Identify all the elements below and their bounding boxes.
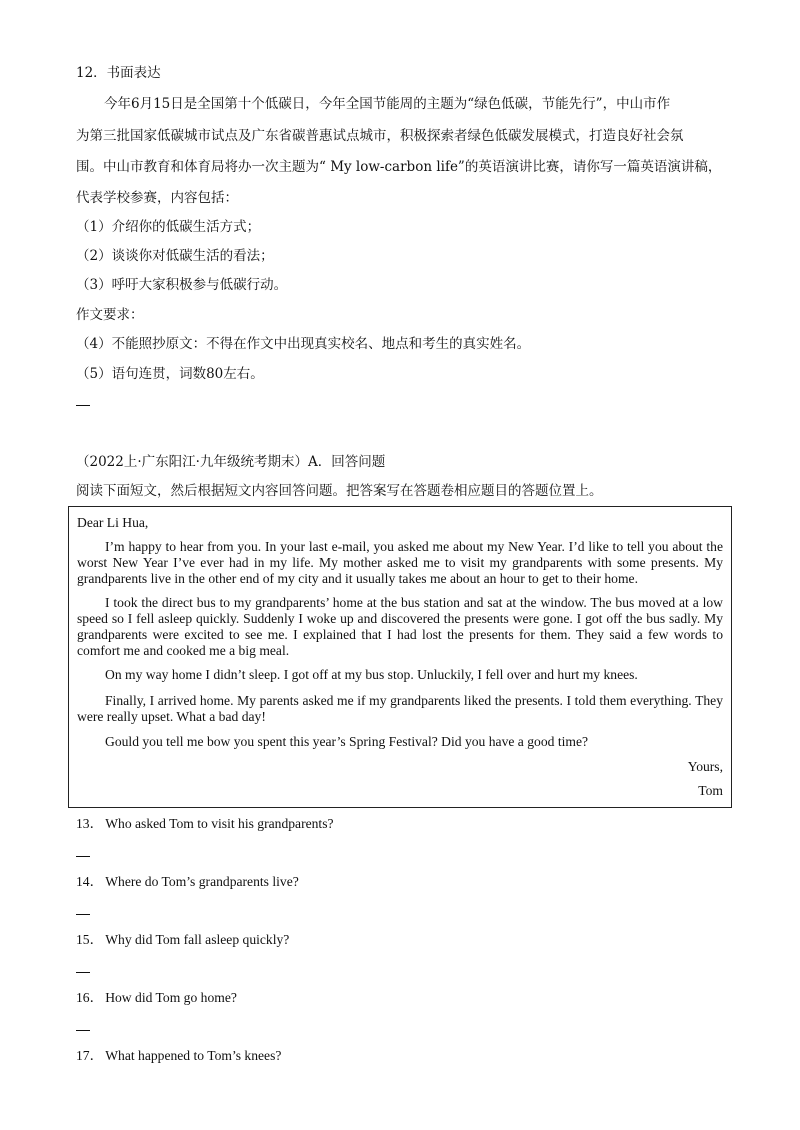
- reading-source: （2022上·广东阳江·九年级统考期末）A．回答问题: [76, 454, 386, 470]
- letter-greeting: Dear Li Hua,: [77, 515, 149, 530]
- question-text: How did Tom go home?: [105, 990, 237, 1005]
- question-number: 13．: [76, 816, 104, 831]
- question-text: Who asked Tom to visit his grandparents?: [105, 816, 334, 831]
- letter-signature: Tom: [698, 783, 723, 798]
- answer-blank[interactable]: [76, 914, 90, 915]
- content-item-3: （3）呼吁大家积极参与低碳行动。: [76, 277, 288, 293]
- content-item-2: （2）谈谈你对低碳生活的看法；: [76, 248, 274, 264]
- question-12-heading: 12．书面表达: [76, 65, 161, 81]
- question-number: 14．: [76, 874, 104, 889]
- letter-paragraph-5: Gould you tell me bow you spent this year’s Spring Festival? Did you have a good time?: [105, 734, 589, 749]
- letter-paragraph-4: Finally, I arrived home. My parents asked me if my grandparents liked the presents. I told them everything. They were really upset. What a bad day!: [77, 693, 723, 724]
- question-text: What happened to Tom’s knees?: [105, 1048, 282, 1063]
- letter-closing: Yours,: [687, 759, 723, 774]
- answer-blank[interactable]: [76, 405, 90, 406]
- letter-paragraph-3: On my way home I didn’t sleep. I got off at my bus stop. Unluckily, I fell over and hurt my knees.: [105, 667, 638, 682]
- requirement-item-5: （5）语句连贯，词数80左右。: [76, 366, 264, 382]
- prompt-paragraph-line-4: 代表学校参赛，内容包括：: [76, 190, 238, 206]
- question-15: [76, 931, 289, 949]
- question-13: [76, 815, 334, 833]
- question-number: 17．: [76, 1048, 104, 1063]
- question-number: 16．: [76, 990, 104, 1005]
- letter-box: [68, 506, 732, 808]
- reading-instruction: 阅读下面短文，然后根据短文内容回答问题。把答案写在答题卷相应题目的答题位置上。: [76, 483, 603, 499]
- answer-blank[interactable]: [76, 972, 90, 973]
- prompt-paragraph-line-1: 今年6月15日是全国第十个低碳日，今年全国节能周的主题为“绿色低碳，节能先行”，中山市作: [104, 96, 671, 112]
- requirement-item-4: （4）不能照抄原文：不得在作文中出现真实校名、地点和考生的真实姓名。: [76, 336, 531, 352]
- question-number: 15．: [76, 932, 104, 947]
- letter-paragraph-2: I took the direct bus to my grandparents’ home at the bus station and sat at the window. The bus moved at a low speed so I fell asleep quickly. Suddenly I woke up and discovered the presents were gone. I got off the bus sadly. My grandparents were excited to see me. I explained that I had lost the presents for them. They said a few words to comfort me and cooked me a big meal.: [77, 595, 723, 658]
- content-item-1: （1）介绍你的低碳生活方式；: [76, 219, 261, 235]
- question-14: [76, 873, 299, 891]
- answer-blank[interactable]: [76, 1030, 90, 1031]
- prompt-paragraph-line-3: 围。中山市教育和体育局将办一次主题为“ My low-carbon life”的英语演讲比赛，请你写一篇英语演讲稿，: [76, 159, 722, 175]
- answer-blank[interactable]: [76, 856, 90, 857]
- letter-paragraph-1: I’m happy to hear from you. In your last e-mail, you asked me about my New Year. I’d like to tell you about the worst New Year I’ve ever had in my life. My mother asked me to visit my grandparents with some presents. My grandparents live in the other end of my city and it usually takes me about an hour to get to their home.: [77, 539, 723, 586]
- prompt-paragraph-line-2: 为第三批国家低碳城市试点及广东省碳普惠试点城市，积极探索者绿色低碳发展模式，打造良好社会氛: [76, 128, 684, 144]
- question-17: [76, 1047, 281, 1065]
- question-16: [76, 989, 237, 1007]
- requirements-heading: 作文要求：: [76, 307, 144, 323]
- question-text: Where do Tom’s grandparents live?: [105, 874, 299, 889]
- question-text: Why did Tom fall asleep quickly?: [105, 932, 290, 947]
